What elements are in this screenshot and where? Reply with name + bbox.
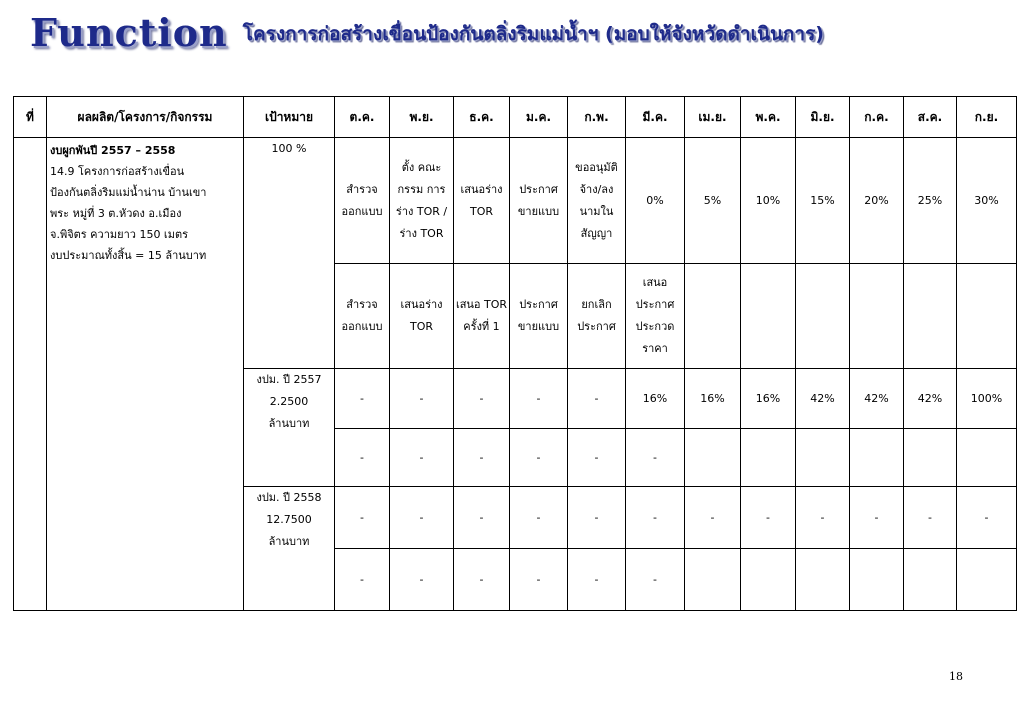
budget-cell (904, 429, 957, 487)
title-subtitle: โครงการก่อสร้างเขื่อนป้องกันตลิ่งริมแม่น้ำฯ (มอบให้จังหวัดดำเนินการ) (242, 23, 824, 45)
budget-cell: - (568, 487, 626, 549)
budget-cell: 42% (850, 369, 904, 429)
budget-cell: - (454, 487, 510, 549)
plan-cell: 10% (741, 138, 796, 264)
budget-cell: - (390, 487, 454, 549)
actual-cell (685, 264, 741, 369)
header-cell: พ.ย. (390, 97, 454, 138)
budget-cell: - (454, 549, 510, 611)
header-cell: ที่ (14, 97, 47, 138)
budget-label: งปม. ปี 2558 (256, 491, 322, 504)
project-line: พระ หมู่ที่ 3 ต.หัวดง อ.เมือง (50, 207, 182, 220)
budget-cell (741, 549, 796, 611)
actual-cell: สำรวจ ออกแบบ (335, 264, 390, 369)
budget-unit: ล้านบาท (268, 535, 310, 548)
actual-cell (957, 264, 1017, 369)
header-row (14, 97, 1017, 138)
index-cell (14, 138, 47, 611)
budget-cell: 16% (685, 369, 741, 429)
project-description (47, 138, 244, 611)
plan-cell: ตั้ง คณะกรรม การร่าง TOR /ร่าง TOR (390, 138, 454, 264)
budget-cell (796, 549, 850, 611)
project-heading: งบผูกพันปี 2557 – 2558 (50, 144, 176, 157)
budget-cell (685, 549, 741, 611)
header-cell: มิ.ย. (796, 97, 850, 138)
actual-cell: เสนอ ประกาศ ประกวด ราคา (626, 264, 685, 369)
budget-cell: - (335, 487, 390, 549)
budget-cell: - (390, 429, 454, 487)
actual-cell: ยกเลิก ประกาศ (568, 264, 626, 369)
budget-cell: 42% (796, 369, 850, 429)
budget-cell: - (510, 549, 568, 611)
budget-cell: - (904, 487, 957, 549)
plan-cell: 5% (685, 138, 741, 264)
budget-cell: - (510, 369, 568, 429)
budget-cell: - (568, 549, 626, 611)
header-cell: ก.ย. (957, 97, 1017, 138)
header-cell: ผลผลิต/โครงการ/กิจกรรม (47, 97, 244, 138)
budget-2558-cell (244, 487, 335, 611)
header-cell: พ.ค. (741, 97, 796, 138)
budget-cell: - (510, 429, 568, 487)
actual-cell (796, 264, 850, 369)
budget-cell (850, 429, 904, 487)
budget-cell: - (626, 429, 685, 487)
budget-cell (796, 429, 850, 487)
actual-cell (904, 264, 957, 369)
plan-cell: 20% (850, 138, 904, 264)
plan-cell: ขออนุมัติ จ้าง/ลง นามใน สัญญา (568, 138, 626, 264)
budget-cell: - (568, 429, 626, 487)
actual-cell (850, 264, 904, 369)
budget-cell: - (685, 487, 741, 549)
slide-title (30, 10, 824, 64)
budget-cell: - (335, 429, 390, 487)
budget-cell: - (454, 429, 510, 487)
budget-cell (850, 549, 904, 611)
header-cell: ก.พ. (568, 97, 626, 138)
page-number: 18 (949, 670, 963, 683)
budget-label: งปม. ปี 2557 (256, 373, 322, 386)
actual-cell (741, 264, 796, 369)
plan-cell: 15% (796, 138, 850, 264)
header-cell: มี.ค. (626, 97, 685, 138)
budget-cell: - (454, 369, 510, 429)
plan-cell: 0% (626, 138, 685, 264)
actual-cell: เสนอร่าง TOR (390, 264, 454, 369)
budget-unit: ล้านบาท (268, 417, 310, 430)
budget-cell: - (741, 487, 796, 549)
plan-cell: สำรวจ ออกแบบ (335, 138, 390, 264)
budget-cell: - (957, 487, 1017, 549)
budget-cell: - (390, 549, 454, 611)
budget-cell (957, 549, 1017, 611)
budget-amount: 12.7500 (266, 513, 312, 526)
header-cell: ธ.ค. (454, 97, 510, 138)
plan-cell: 25% (904, 138, 957, 264)
budget-cell: 16% (741, 369, 796, 429)
actual-cell: ประกาศ ขายแบบ (510, 264, 568, 369)
project-line: งบประมาณทั้งสิ้น = 15 ล้านบาท (50, 249, 207, 262)
budget-cell: 16% (626, 369, 685, 429)
budget-2557-cell (244, 369, 335, 487)
plan-cell: เสนอร่าง TOR (454, 138, 510, 264)
budget-cell: - (626, 487, 685, 549)
budget-cell: - (626, 549, 685, 611)
project-line: จ.พิจิตร ความยาว 150 เมตร (50, 228, 188, 241)
budget-cell (904, 549, 957, 611)
budget-cell: - (335, 369, 390, 429)
header-cell: เม.ย. (685, 97, 741, 138)
plan-cell: ประกาศ ขายแบบ (510, 138, 568, 264)
table-row (14, 138, 1017, 264)
budget-cell: - (510, 487, 568, 549)
budget-cell: - (796, 487, 850, 549)
plan-cell: 30% (957, 138, 1017, 264)
header-cell: ก.ค. (850, 97, 904, 138)
actual-cell: เสนอ TOR ครั้งที่ 1 (454, 264, 510, 369)
budget-cell: 100% (957, 369, 1017, 429)
schedule-table (13, 96, 1017, 611)
header-cell: ต.ค. (335, 97, 390, 138)
budget-cell (741, 429, 796, 487)
project-line: 14.9 โครงการก่อสร้างเขื่อน (50, 165, 185, 178)
budget-cell: - (335, 549, 390, 611)
budget-cell: 42% (904, 369, 957, 429)
budget-cell (685, 429, 741, 487)
header-cell: ม.ค. (510, 97, 568, 138)
header-cell: เป้าหมาย (244, 97, 335, 138)
budget-cell (957, 429, 1017, 487)
target-cell: 100 % (244, 138, 335, 369)
title-main: Function (30, 10, 228, 55)
project-line: ป้องกันตลิ่งริมแม่น้ำน่าน บ้านเขา (50, 186, 207, 199)
budget-cell: - (568, 369, 626, 429)
budget-amount: 2.2500 (269, 395, 309, 408)
header-cell: ส.ค. (904, 97, 957, 138)
budget-cell: - (850, 487, 904, 549)
budget-cell: - (390, 369, 454, 429)
